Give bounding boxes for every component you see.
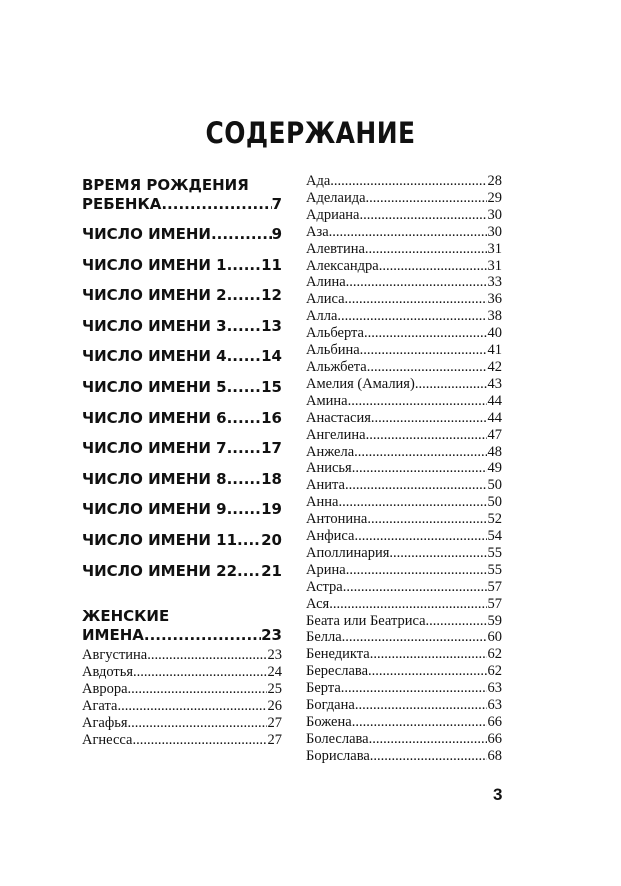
toc-name: Александра (306, 257, 379, 274)
leader-dots (211, 225, 272, 244)
toc-name: Альжбета (306, 358, 367, 375)
toc-name: Беата или Беатриса (306, 612, 426, 629)
toc-section-title: ЧИСЛО ИМЕНИ 3 (82, 316, 227, 335)
toc-section-entry[interactable] (82, 225, 282, 244)
toc-name-entry[interactable] (82, 664, 282, 681)
toc-name: Алевтина (306, 240, 365, 257)
toc-page-number: 7 (271, 195, 282, 213)
toc-name: Анфиса (306, 528, 355, 545)
leader-dots (346, 562, 487, 579)
toc-name: Бенедикта (306, 646, 370, 663)
toc-name-entry[interactable] (306, 545, 502, 562)
toc-page-number: 62 (487, 646, 502, 663)
toc-name: Алла (306, 308, 338, 325)
toc-section-title: ЧИСЛО ИМЕНИ 1 (82, 255, 227, 274)
leader-dots (227, 500, 262, 519)
toc-name: Алиса (306, 291, 345, 308)
toc-page-number: 42 (487, 358, 502, 375)
toc-name: Береслава (306, 663, 369, 680)
toc-name: Авдотья (82, 663, 134, 680)
leader-dots (369, 731, 487, 748)
toc-name: Амелия (Амалия) (306, 375, 415, 392)
toc-name: Аполлинария (306, 544, 390, 561)
toc-page-number: 23 (261, 625, 282, 644)
toc-page-number: 28 (487, 173, 502, 189)
leader-dots (379, 258, 487, 275)
toc-page-number: 13 (261, 316, 282, 335)
leader-dots (367, 511, 486, 528)
toc-name-entry[interactable] (306, 258, 502, 275)
toc-name: Анастасия (306, 409, 371, 426)
toc-name-entry[interactable] (306, 511, 502, 528)
leader-dots (329, 224, 487, 241)
toc-name: Аза (306, 223, 329, 240)
toc-name-entry[interactable] (306, 697, 502, 714)
toc-page-number: 20 (261, 530, 282, 549)
leader-dots (330, 173, 486, 190)
toc-name-entry[interactable] (306, 663, 502, 680)
toc-name: Аврора (82, 680, 128, 697)
toc-page-number: 23 (267, 646, 282, 663)
toc-page-number: 40 (487, 325, 502, 342)
leader-dots (354, 528, 486, 545)
toc-name-entry[interactable] (306, 274, 502, 291)
leader-dots (227, 256, 262, 275)
toc-section-entry[interactable] (82, 256, 282, 275)
toc-page-number: 54 (487, 528, 502, 545)
toc-section-entry[interactable] (82, 286, 282, 305)
toc-page-number: 31 (487, 257, 502, 274)
leader-dots (426, 613, 487, 630)
leader-dots (341, 680, 487, 697)
toc-section-entry[interactable] (82, 317, 282, 336)
toc-page-number: 57 (487, 595, 502, 612)
leader-dots (354, 444, 486, 461)
toc-name-entry[interactable] (306, 342, 502, 359)
toc-page-number: 43 (487, 375, 502, 392)
toc-page-number: 18 (261, 469, 282, 488)
toc-name: Ася (306, 595, 330, 612)
toc-page-number: 17 (261, 439, 282, 458)
toc-name-entry[interactable] (306, 173, 502, 190)
toc-name-entry[interactable] (306, 629, 502, 646)
leader-dots (128, 681, 267, 698)
toc-name-entry[interactable] (306, 241, 502, 258)
toc-section-title: ЧИСЛО ИМЕНИ 11 (82, 530, 238, 549)
toc-name: Ада (306, 173, 331, 189)
toc-name-entry[interactable] (82, 681, 282, 698)
leader-dots (144, 626, 261, 645)
toc-name-entry[interactable] (306, 748, 502, 765)
leader-dots (227, 317, 262, 336)
leader-dots (227, 378, 262, 397)
toc-page-number: 50 (487, 494, 502, 511)
leader-dots (227, 347, 262, 366)
toc-page-number: 63 (487, 680, 502, 697)
toc-section-title: ЧИСЛО ИМЕНИ 9 (82, 500, 227, 519)
toc-name-entry[interactable] (82, 715, 282, 732)
toc-section-title: ЖЕНСКИЕ (82, 606, 170, 625)
leader-dots (365, 241, 487, 258)
toc-page-number: 55 (487, 544, 502, 561)
toc-name-entry[interactable] (306, 359, 502, 376)
leader-dots (360, 342, 487, 359)
toc-page-number: 49 (487, 460, 502, 477)
toc-name-entry[interactable] (306, 562, 502, 579)
toc-page-number: 55 (487, 561, 502, 578)
toc-name-entry[interactable] (306, 325, 502, 342)
toc-page-number: 27 (267, 731, 282, 748)
toc-section-title: ЧИСЛО ИМЕНИ 5 (82, 377, 227, 396)
toc-page-number: 12 (261, 286, 282, 305)
toc-name: Анисья (306, 460, 352, 477)
toc-name: Августина (82, 646, 148, 663)
leader-dots (227, 286, 262, 305)
toc-page-number: 44 (487, 392, 502, 409)
toc-page-number: 27 (267, 714, 282, 731)
leader-dots (368, 663, 486, 680)
leader-dots (345, 477, 487, 494)
toc-page-number: 59 (487, 612, 502, 629)
toc-page-number: 44 (487, 409, 502, 426)
toc-page-number: 30 (487, 223, 502, 240)
toc-name: Ангелина (306, 426, 366, 443)
toc-name-entry[interactable] (306, 427, 502, 444)
toc-page-number: 11 (261, 255, 282, 274)
leader-dots (329, 596, 486, 613)
leader-dots (227, 470, 262, 489)
toc-page-number: 63 (487, 697, 502, 714)
toc-name-entry[interactable] (306, 207, 502, 224)
toc-page-number: 66 (487, 714, 502, 730)
leader-dots (237, 562, 261, 581)
leader-dots (366, 427, 487, 444)
toc-name: Божена (306, 714, 352, 730)
leader-dots (348, 393, 487, 410)
toc-name-entry[interactable] (306, 731, 502, 748)
toc-name: Агата (82, 697, 118, 714)
toc-section-entry[interactable] (82, 531, 282, 550)
toc-section-title: ЧИСЛО ИМЕНИ 7 (82, 439, 227, 458)
leader-dots (342, 629, 487, 646)
toc-section-title: ЧИСЛО ИМЕНИ 6 (82, 408, 227, 427)
leader-dots (343, 579, 487, 596)
toc-page-number: 30 (487, 206, 502, 223)
leader-dots (370, 646, 487, 663)
toc-name-entry[interactable] (82, 698, 282, 715)
leader-dots (227, 439, 262, 458)
toc-section-entry[interactable] (82, 562, 282, 581)
toc-page-number: 14 (261, 347, 282, 366)
toc-page-number: 29 (487, 189, 502, 206)
toc-page-number: 47 (487, 426, 502, 443)
toc-section-entry[interactable] (82, 347, 282, 366)
leader-dots (128, 715, 267, 732)
toc-name-entry[interactable] (306, 444, 502, 461)
toc-section-birth-time[interactable] (82, 176, 282, 214)
leader-dots (364, 325, 487, 342)
leader-dots (227, 409, 262, 428)
leader-dots (133, 664, 266, 681)
toc-name: Берта (306, 680, 341, 697)
toc-page-number: 36 (487, 291, 502, 308)
toc-section-title: ЧИСЛО ИМЕНИ 2 (82, 286, 227, 305)
toc-name-entry[interactable] (306, 393, 502, 410)
toc-page-number: 19 (261, 500, 282, 519)
leader-dots (237, 531, 261, 550)
toc-section-entry[interactable] (82, 500, 282, 519)
leader-dots (360, 207, 487, 224)
toc-section-title: ЧИСЛО ИМЕНИ 8 (82, 469, 227, 488)
toc-page-number: 15 (261, 377, 282, 396)
leader-dots (117, 698, 266, 715)
toc-name: Богдана (306, 697, 355, 714)
leader-dots (132, 732, 266, 749)
toc-name: Антонина (306, 511, 368, 528)
toc-name-entry[interactable] (306, 308, 502, 325)
toc-name-entry[interactable] (306, 528, 502, 545)
toc-page-number: 21 (261, 561, 282, 580)
toc-name: Арина (306, 561, 346, 578)
toc-page-number: 25 (267, 680, 282, 697)
leader-dots (355, 697, 487, 714)
toc-name: Белла (306, 629, 342, 646)
toc-name-entry[interactable] (82, 647, 282, 664)
toc-section-entry[interactable] (82, 470, 282, 489)
toc-name: Болеслава (306, 730, 369, 747)
toc-name: Агнесса (82, 731, 133, 748)
toc-section-entry[interactable] (82, 439, 282, 458)
toc-name-entry[interactable] (306, 477, 502, 494)
toc-section-entry[interactable] (82, 409, 282, 428)
toc-name-entry[interactable] (306, 579, 502, 596)
toc-page-number: 33 (487, 274, 502, 291)
leader-dots (345, 291, 487, 308)
leader-dots (389, 545, 486, 562)
toc-section-entry[interactable] (82, 378, 282, 397)
leader-dots (346, 274, 487, 291)
toc-name: Алина (306, 274, 346, 291)
toc-name-entry[interactable] (306, 190, 502, 207)
toc-name-entry[interactable] (306, 376, 502, 393)
toc-name: Анита (306, 477, 345, 494)
toc-page-number: 31 (487, 240, 502, 257)
toc-name: Агафья (82, 714, 128, 731)
toc-page-number: 52 (487, 511, 502, 528)
toc-name: Борислава (306, 747, 370, 764)
toc-page-number: 41 (487, 342, 502, 359)
toc-name-entry[interactable] (306, 596, 502, 613)
toc-name: Адриана (306, 206, 360, 223)
toc-name-entry[interactable] (306, 224, 502, 241)
toc-name: Астра (306, 578, 343, 595)
toc-name-entry[interactable] (82, 732, 282, 749)
toc-name-entry[interactable] (306, 613, 502, 630)
toc-name: Амина (306, 392, 348, 409)
toc-name-entry[interactable] (306, 291, 502, 308)
toc-name-entry[interactable] (306, 646, 502, 663)
leader-dots (366, 190, 487, 207)
leader-dots (161, 195, 271, 214)
toc-page-number: 60 (487, 629, 502, 646)
page-title: СОДЕРЖАНИЕ (205, 116, 416, 150)
toc-name-entry[interactable] (306, 714, 502, 731)
toc-page-number: 9 (271, 225, 282, 243)
toc-name: Анна (306, 494, 339, 511)
page-number: 3 (493, 785, 503, 804)
toc-section-title: ВРЕМЯ РОЖДЕНИЯ (82, 176, 249, 194)
toc-name: Аделаида (306, 189, 366, 206)
leader-dots (352, 714, 487, 731)
toc-section-title: РЕБЕНКА (82, 195, 162, 213)
toc-page-number: 68 (487, 747, 502, 764)
leader-dots (371, 410, 487, 427)
toc-page-number: 57 (487, 578, 502, 595)
toc-left-column (82, 176, 282, 749)
toc-page-number: 50 (487, 477, 502, 494)
leader-dots (352, 460, 487, 477)
leader-dots (367, 359, 487, 376)
toc-page-number: 24 (267, 663, 282, 680)
leader-dots (338, 494, 486, 511)
toc-name-entry[interactable] (306, 410, 502, 427)
toc-right-column (306, 173, 502, 765)
toc-section-title: ЧИСЛО ИМЕНИ 4 (82, 347, 227, 366)
toc-page-number: 66 (487, 730, 502, 747)
toc-section-title: ЧИСЛО ИМЕНИ (82, 225, 211, 243)
toc-page-number: 38 (487, 308, 502, 325)
toc-name: Альбина (306, 342, 360, 359)
toc-name-entry[interactable] (306, 494, 502, 511)
leader-dots (415, 376, 487, 393)
toc-name-entry[interactable] (306, 680, 502, 697)
toc-page-number: 26 (267, 697, 282, 714)
toc-section-female-names[interactable] (82, 607, 282, 645)
toc-name-entry[interactable] (306, 460, 502, 477)
toc-name: Анжела (306, 443, 355, 460)
toc-page-number: 16 (261, 408, 282, 427)
leader-dots (370, 748, 487, 765)
toc-section-title: ИМЕНА (82, 625, 144, 644)
leader-dots (147, 647, 266, 664)
toc-page-number: 48 (487, 443, 502, 460)
leader-dots (337, 308, 486, 325)
toc-section-title: ЧИСЛО ИМЕНИ 22 (82, 561, 238, 580)
toc-name: Альберта (306, 325, 364, 342)
toc-page-number: 62 (487, 663, 502, 680)
